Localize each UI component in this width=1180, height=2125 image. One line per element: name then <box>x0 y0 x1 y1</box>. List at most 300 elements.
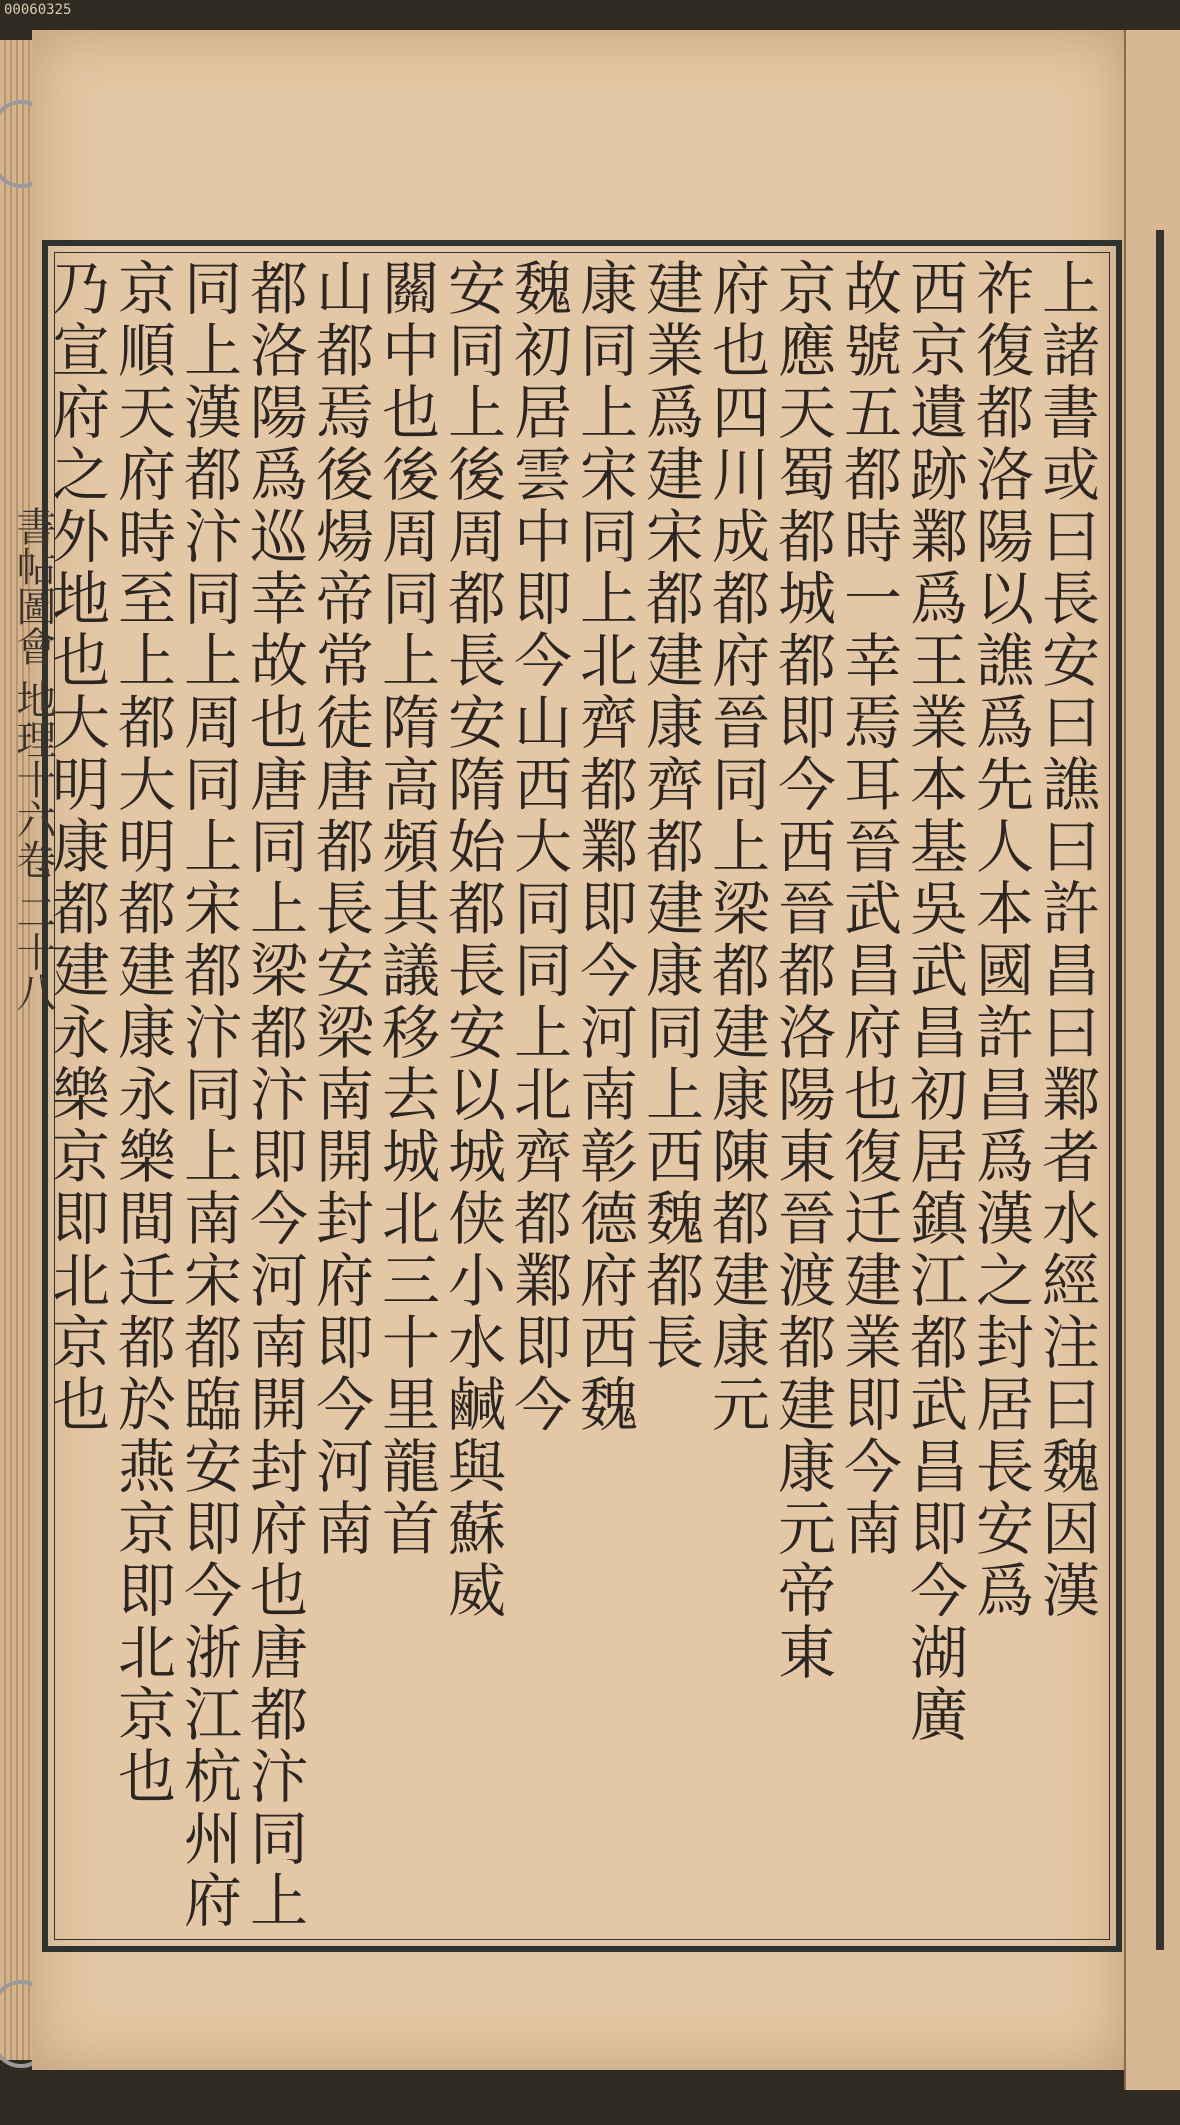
glyph: 故 <box>249 627 308 695</box>
glyph: 先 <box>975 751 1034 819</box>
glyph: 長 <box>645 1309 704 1377</box>
glyph: 也 <box>51 1371 110 1439</box>
glyph: 爲 <box>975 1123 1034 1191</box>
glyph: 封 <box>315 1185 374 1253</box>
glyph: 上 <box>447 379 506 447</box>
glyph: 杭 <box>183 1743 242 1811</box>
glyph: 書 <box>1041 379 1100 447</box>
glyph: 建 <box>843 1247 902 1315</box>
glyph: 徒 <box>315 689 374 757</box>
glyph: 之 <box>51 441 110 509</box>
glyph: 安 <box>315 937 374 1005</box>
glyph: 初 <box>513 317 572 385</box>
glyph: 常 <box>315 627 374 695</box>
glyph: 府 <box>183 1867 242 1935</box>
glyph: 北 <box>381 1185 440 1253</box>
glyph: 四 <box>711 379 770 447</box>
glyph: 長 <box>447 627 506 695</box>
glyph: 爲 <box>249 441 308 509</box>
glyph: 巡 <box>249 503 308 571</box>
glyph: 晉 <box>777 1185 836 1253</box>
glyph: 齊 <box>579 689 638 757</box>
glyph: 隋 <box>381 689 440 757</box>
glyph: 都 <box>249 1681 308 1749</box>
glyph: 耳 <box>843 751 902 819</box>
glyph: 吳 <box>909 875 968 943</box>
glyph: 都 <box>117 875 176 943</box>
text-column <box>774 255 840 1930</box>
glyph: 曰 <box>1041 503 1100 571</box>
glyph: 府 <box>843 999 902 1067</box>
glyph: 梁 <box>315 999 374 1067</box>
text-column <box>114 255 180 1930</box>
glyph: 因 <box>1041 1495 1100 1563</box>
glyph: 昌 <box>975 1061 1034 1129</box>
glyph: 故 <box>843 255 902 323</box>
glyph: 都 <box>711 1185 770 1253</box>
glyph: 齊 <box>513 1123 572 1191</box>
glyph: 同 <box>513 937 572 1005</box>
glyph: 康 <box>117 999 176 1067</box>
glyph: 上 <box>513 999 572 1067</box>
glyph: 都 <box>645 813 704 881</box>
glyph: 小 <box>447 1247 506 1315</box>
glyph: 都 <box>183 441 242 509</box>
glyph: 即 <box>513 565 572 633</box>
glyph: 同 <box>249 813 308 881</box>
glyph: 北 <box>51 1247 110 1315</box>
glyph: 北 <box>513 1061 572 1129</box>
text-column <box>180 255 246 1935</box>
glyph: 建 <box>51 937 110 1005</box>
glyph: 府 <box>711 627 770 695</box>
glyph: 鄴 <box>1041 1061 1100 1129</box>
glyph: 今 <box>315 1371 374 1439</box>
glyph: 上 <box>711 813 770 881</box>
glyph: 曰 <box>1041 813 1100 881</box>
glyph: 煬 <box>315 503 374 571</box>
text-column <box>972 255 1038 1930</box>
text-column <box>642 255 708 1930</box>
glyph: 同 <box>447 317 506 385</box>
glyph: 鄴 <box>513 1247 572 1315</box>
glyph: 也 <box>843 1061 902 1129</box>
glyph: 昌 <box>909 1433 968 1501</box>
glyph: 同 <box>513 875 572 943</box>
glyph: 東 <box>777 1123 836 1191</box>
glyph: 以 <box>447 1061 506 1129</box>
glyph: 天 <box>777 379 836 447</box>
text-frame <box>10 240 1122 1952</box>
glyph: 京 <box>51 1309 110 1377</box>
glyph: 彰 <box>579 1123 638 1191</box>
glyph: 上 <box>183 317 242 385</box>
glyph: 順 <box>117 317 176 385</box>
glyph: 宣 <box>51 317 110 385</box>
glyph: 即 <box>183 1495 242 1563</box>
glyph: 京 <box>51 1123 110 1191</box>
glyph: 康 <box>645 689 704 757</box>
glyph: 時 <box>117 503 176 571</box>
glyph: 應 <box>777 317 836 385</box>
glyph: 同 <box>183 565 242 633</box>
glyph: 之 <box>975 1247 1034 1315</box>
glyph: 大 <box>51 689 110 757</box>
glyph: 復 <box>843 1123 902 1191</box>
glyph: 開 <box>249 1371 308 1439</box>
glyph: 初 <box>909 1061 968 1129</box>
glyph: 後 <box>381 441 440 509</box>
glyph: 後 <box>315 441 374 509</box>
glyph: 昌 <box>1041 937 1100 1005</box>
glyph: 迁 <box>117 1247 176 1315</box>
glyph: 中 <box>381 317 440 385</box>
glyph: 中 <box>513 503 572 571</box>
glyph: 武 <box>909 1371 968 1439</box>
glyph: 江 <box>909 1247 968 1315</box>
glyph: 江 <box>183 1681 242 1749</box>
glyph: 高 <box>381 751 440 819</box>
glyph: 雲 <box>513 441 572 509</box>
glyph: 府 <box>249 1495 308 1563</box>
glyph: 今 <box>183 1557 242 1625</box>
glyph: 北 <box>579 627 638 695</box>
glyph: 廣 <box>909 1681 968 1749</box>
glyph: 晉 <box>843 813 902 881</box>
glyph: 復 <box>975 317 1034 385</box>
glyph: 漢 <box>1041 1557 1100 1625</box>
glyph: 河 <box>579 999 638 1067</box>
glyph: 即 <box>579 875 638 943</box>
adjacent-page-edge <box>1124 30 1180 2090</box>
glyph: 封 <box>249 1433 308 1501</box>
glyph: 蜀 <box>777 441 836 509</box>
glyph: 都 <box>117 1309 176 1377</box>
text-column <box>1038 255 1104 1930</box>
glyph: 帝 <box>777 1557 836 1625</box>
glyph: 天 <box>117 379 176 447</box>
glyph: 隋 <box>447 751 506 819</box>
glyph: 晉 <box>777 875 836 943</box>
glyph: 威 <box>447 1557 506 1625</box>
glyph: 都 <box>909 1309 968 1377</box>
glyph: 都 <box>447 565 506 633</box>
glyph: 上 <box>183 627 242 695</box>
glyph: 洛 <box>777 999 836 1067</box>
glyph: 人 <box>975 813 1034 881</box>
glyph: 與 <box>447 1433 506 1501</box>
glyph: 汴 <box>183 999 242 1067</box>
glyph: 長 <box>315 875 374 943</box>
glyph: 業 <box>843 1309 902 1377</box>
text-column <box>378 255 444 1930</box>
glyph: 渡 <box>777 1247 836 1315</box>
glyph: 宋 <box>579 441 638 509</box>
glyph: 焉 <box>843 689 902 757</box>
glyph: 鄴 <box>909 503 968 571</box>
glyph: 上 <box>249 875 308 943</box>
glyph: 南 <box>315 1495 374 1563</box>
glyph: 水 <box>1041 1185 1100 1253</box>
glyph: 府 <box>711 255 770 323</box>
glyph: 關 <box>381 255 440 323</box>
glyph: 河 <box>315 1433 374 1501</box>
glyph: 祚 <box>975 255 1034 323</box>
glyph: 今 <box>843 1433 902 1501</box>
glyph: 上 <box>645 1061 704 1129</box>
text-column <box>708 255 774 1930</box>
glyph: 南 <box>183 1185 242 1253</box>
glyph: 南 <box>249 1309 308 1377</box>
glyph: 武 <box>909 937 968 1005</box>
glyph: 爲 <box>645 379 704 447</box>
glyph: 西 <box>777 813 836 881</box>
text-column <box>576 255 642 1930</box>
glyph: 唐 <box>249 751 308 819</box>
glyph: 梁 <box>711 875 770 943</box>
glyph: 外 <box>51 503 110 571</box>
glyph: 都 <box>645 565 704 633</box>
glyph: 梁 <box>249 937 308 1005</box>
text-column <box>906 255 972 1930</box>
glyph: 漢 <box>183 379 242 447</box>
glyph: 京 <box>117 255 176 323</box>
glyph: 十 <box>381 1309 440 1377</box>
glyph: 即 <box>249 1123 308 1191</box>
glyph: 浙 <box>183 1619 242 1687</box>
glyph: 康 <box>711 1309 770 1377</box>
glyph: 都 <box>645 1247 704 1315</box>
glyph: 永 <box>117 1061 176 1129</box>
glyph: 或 <box>1041 441 1100 509</box>
glyph: 府 <box>315 1247 374 1315</box>
glyph: 南 <box>579 1061 638 1129</box>
glyph: 北 <box>117 1619 176 1687</box>
glyph: 帝 <box>315 565 374 633</box>
glyph: 即 <box>843 1371 902 1439</box>
glyph: 今 <box>513 1371 572 1439</box>
glyph: 今 <box>579 937 638 1005</box>
glyph: 開 <box>315 1123 374 1191</box>
image-id-label: 00060325 <box>4 2 72 18</box>
glyph: 爲 <box>909 565 968 633</box>
glyph: 康 <box>711 1061 770 1129</box>
glyph: 都 <box>777 627 836 695</box>
glyph: 長 <box>447 937 506 1005</box>
glyph: 許 <box>1041 875 1100 943</box>
glyph: 號 <box>843 317 902 385</box>
glyph: 武 <box>843 875 902 943</box>
glyph: 也 <box>711 317 770 385</box>
glyph: 上 <box>249 1867 308 1935</box>
glyph: 京 <box>909 317 968 385</box>
glyph: 西 <box>513 751 572 819</box>
glyph: 曰 <box>1041 689 1100 757</box>
glyph: 長 <box>1041 565 1100 633</box>
glyph: 西 <box>645 1123 704 1191</box>
glyph: 康 <box>645 937 704 1005</box>
glyph: 京 <box>117 1681 176 1749</box>
glyph: 今 <box>249 1185 308 1253</box>
glyph: 都 <box>183 1309 242 1377</box>
glyph: 議 <box>381 937 440 1005</box>
glyph: 成 <box>711 503 770 571</box>
glyph: 都 <box>579 751 638 819</box>
glyph: 康 <box>579 255 638 323</box>
glyph: 首 <box>381 1495 440 1563</box>
glyph: 建 <box>645 875 704 943</box>
glyph: 時 <box>843 503 902 571</box>
glyph: 曰 <box>1041 1371 1100 1439</box>
glyph: 陽 <box>249 379 308 447</box>
glyph: 建 <box>711 999 770 1067</box>
glyph: 西 <box>579 1309 638 1377</box>
glyph: 長 <box>975 1433 1034 1501</box>
glyph: 封 <box>975 1309 1034 1377</box>
glyph: 爲 <box>975 1557 1034 1625</box>
glyph: 也 <box>249 689 308 757</box>
glyph: 同 <box>579 503 638 571</box>
glyph: 昌 <box>843 937 902 1005</box>
glyph: 譙 <box>1041 751 1100 819</box>
glyph: 同 <box>183 751 242 819</box>
glyph: 都 <box>51 875 110 943</box>
glyph: 建 <box>117 937 176 1005</box>
glyph: 魏 <box>645 1185 704 1253</box>
glyph: 湖 <box>909 1619 968 1687</box>
glyph: 元 <box>711 1371 770 1439</box>
glyph: 都 <box>711 937 770 1005</box>
glyph: 樂 <box>51 1061 110 1129</box>
text-column <box>510 255 576 1930</box>
glyph: 元 <box>777 1495 836 1563</box>
text-column <box>840 255 906 1930</box>
glyph: 魏 <box>1041 1433 1100 1501</box>
glyph: 上 <box>381 627 440 695</box>
glyph: 燕 <box>117 1433 176 1501</box>
glyph: 本 <box>909 751 968 819</box>
glyph: 經 <box>1041 1247 1100 1315</box>
glyph: 府 <box>51 379 110 447</box>
glyph: 基 <box>909 813 968 881</box>
glyph: 京 <box>117 1495 176 1563</box>
glyph: 安 <box>183 1433 242 1501</box>
glyph: 地 <box>51 565 110 633</box>
glyph: 上 <box>1041 255 1100 323</box>
glyph: 遺 <box>909 379 968 447</box>
glyph: 居 <box>975 1371 1034 1439</box>
glyph: 同 <box>711 751 770 819</box>
glyph: 安 <box>447 999 506 1067</box>
glyph: 汴 <box>183 503 242 571</box>
glyph: 魏 <box>513 255 572 323</box>
glyph: 至 <box>117 565 176 633</box>
glyph: 都 <box>249 255 308 323</box>
glyph: 建 <box>645 441 704 509</box>
glyph: 河 <box>249 1247 308 1315</box>
glyph: 同 <box>381 565 440 633</box>
glyph: 川 <box>711 441 770 509</box>
glyph: 同 <box>579 317 638 385</box>
glyph: 居 <box>513 379 572 447</box>
glyph: 即 <box>513 1309 572 1377</box>
glyph: 府 <box>579 1247 638 1315</box>
glyph: 焉 <box>315 379 374 447</box>
text-column <box>246 255 312 1935</box>
glyph: 洛 <box>249 317 308 385</box>
glyph: 康 <box>777 1433 836 1501</box>
glyph: 城 <box>381 1123 440 1191</box>
glyph: 爲 <box>975 689 1034 757</box>
glyph: 跡 <box>909 441 968 509</box>
glyph: 即 <box>909 1495 968 1563</box>
glyph: 五 <box>843 379 902 447</box>
glyph: 幸 <box>249 565 308 633</box>
glyph: 樂 <box>117 1123 176 1191</box>
glyph: 建 <box>777 1371 836 1439</box>
glyph: 都 <box>777 503 836 571</box>
glyph: 水 <box>447 1309 506 1377</box>
glyph: 安 <box>1041 627 1100 695</box>
glyph: 唐 <box>249 1619 308 1687</box>
glyph: 宋 <box>645 503 704 571</box>
glyph: 乃 <box>51 255 110 323</box>
book-page-edge <box>0 40 34 2060</box>
glyph: 鹹 <box>447 1371 506 1439</box>
glyph: 即 <box>117 1557 176 1625</box>
glyph: 居 <box>909 1123 968 1191</box>
glyph: 周 <box>447 503 506 571</box>
glyph: 同 <box>249 1805 308 1873</box>
glyph: 陽 <box>777 1061 836 1129</box>
glyph: 汴 <box>249 1061 308 1129</box>
glyph: 譙 <box>975 627 1034 695</box>
glyph: 也 <box>51 627 110 695</box>
glyph: 注 <box>1041 1309 1100 1377</box>
glyph: 其 <box>381 875 440 943</box>
text-column <box>312 255 378 1930</box>
glyph: 今 <box>909 1557 968 1625</box>
glyph: 都 <box>249 999 308 1067</box>
glyph: 都 <box>843 441 902 509</box>
glyph: 昌 <box>909 999 968 1067</box>
glyph: 同 <box>645 999 704 1067</box>
glyph: 齊 <box>645 751 704 819</box>
glyph: 鎮 <box>909 1185 968 1253</box>
text-column <box>444 255 510 1930</box>
glyph: 業 <box>909 689 968 757</box>
glyph: 都 <box>975 379 1034 447</box>
glyph: 都 <box>117 689 176 757</box>
glyph: 都 <box>183 937 242 1005</box>
glyph: 三 <box>381 1247 440 1315</box>
glyph: 山 <box>315 255 374 323</box>
glyph: 城 <box>777 565 836 633</box>
glyph: 同 <box>183 255 242 323</box>
glyph: 以 <box>975 565 1034 633</box>
glyph: 上 <box>183 1123 242 1191</box>
glyph: 迁 <box>843 1185 902 1253</box>
glyph: 南 <box>843 1495 902 1563</box>
glyph: 里 <box>381 1371 440 1439</box>
glyph: 鄴 <box>579 813 638 881</box>
glyph: 移 <box>381 999 440 1067</box>
text-column <box>48 255 114 1930</box>
glyph: 即 <box>51 1185 110 1253</box>
glyph: 府 <box>117 441 176 509</box>
glyph: 晉 <box>711 689 770 757</box>
glyph: 陳 <box>711 1123 770 1191</box>
